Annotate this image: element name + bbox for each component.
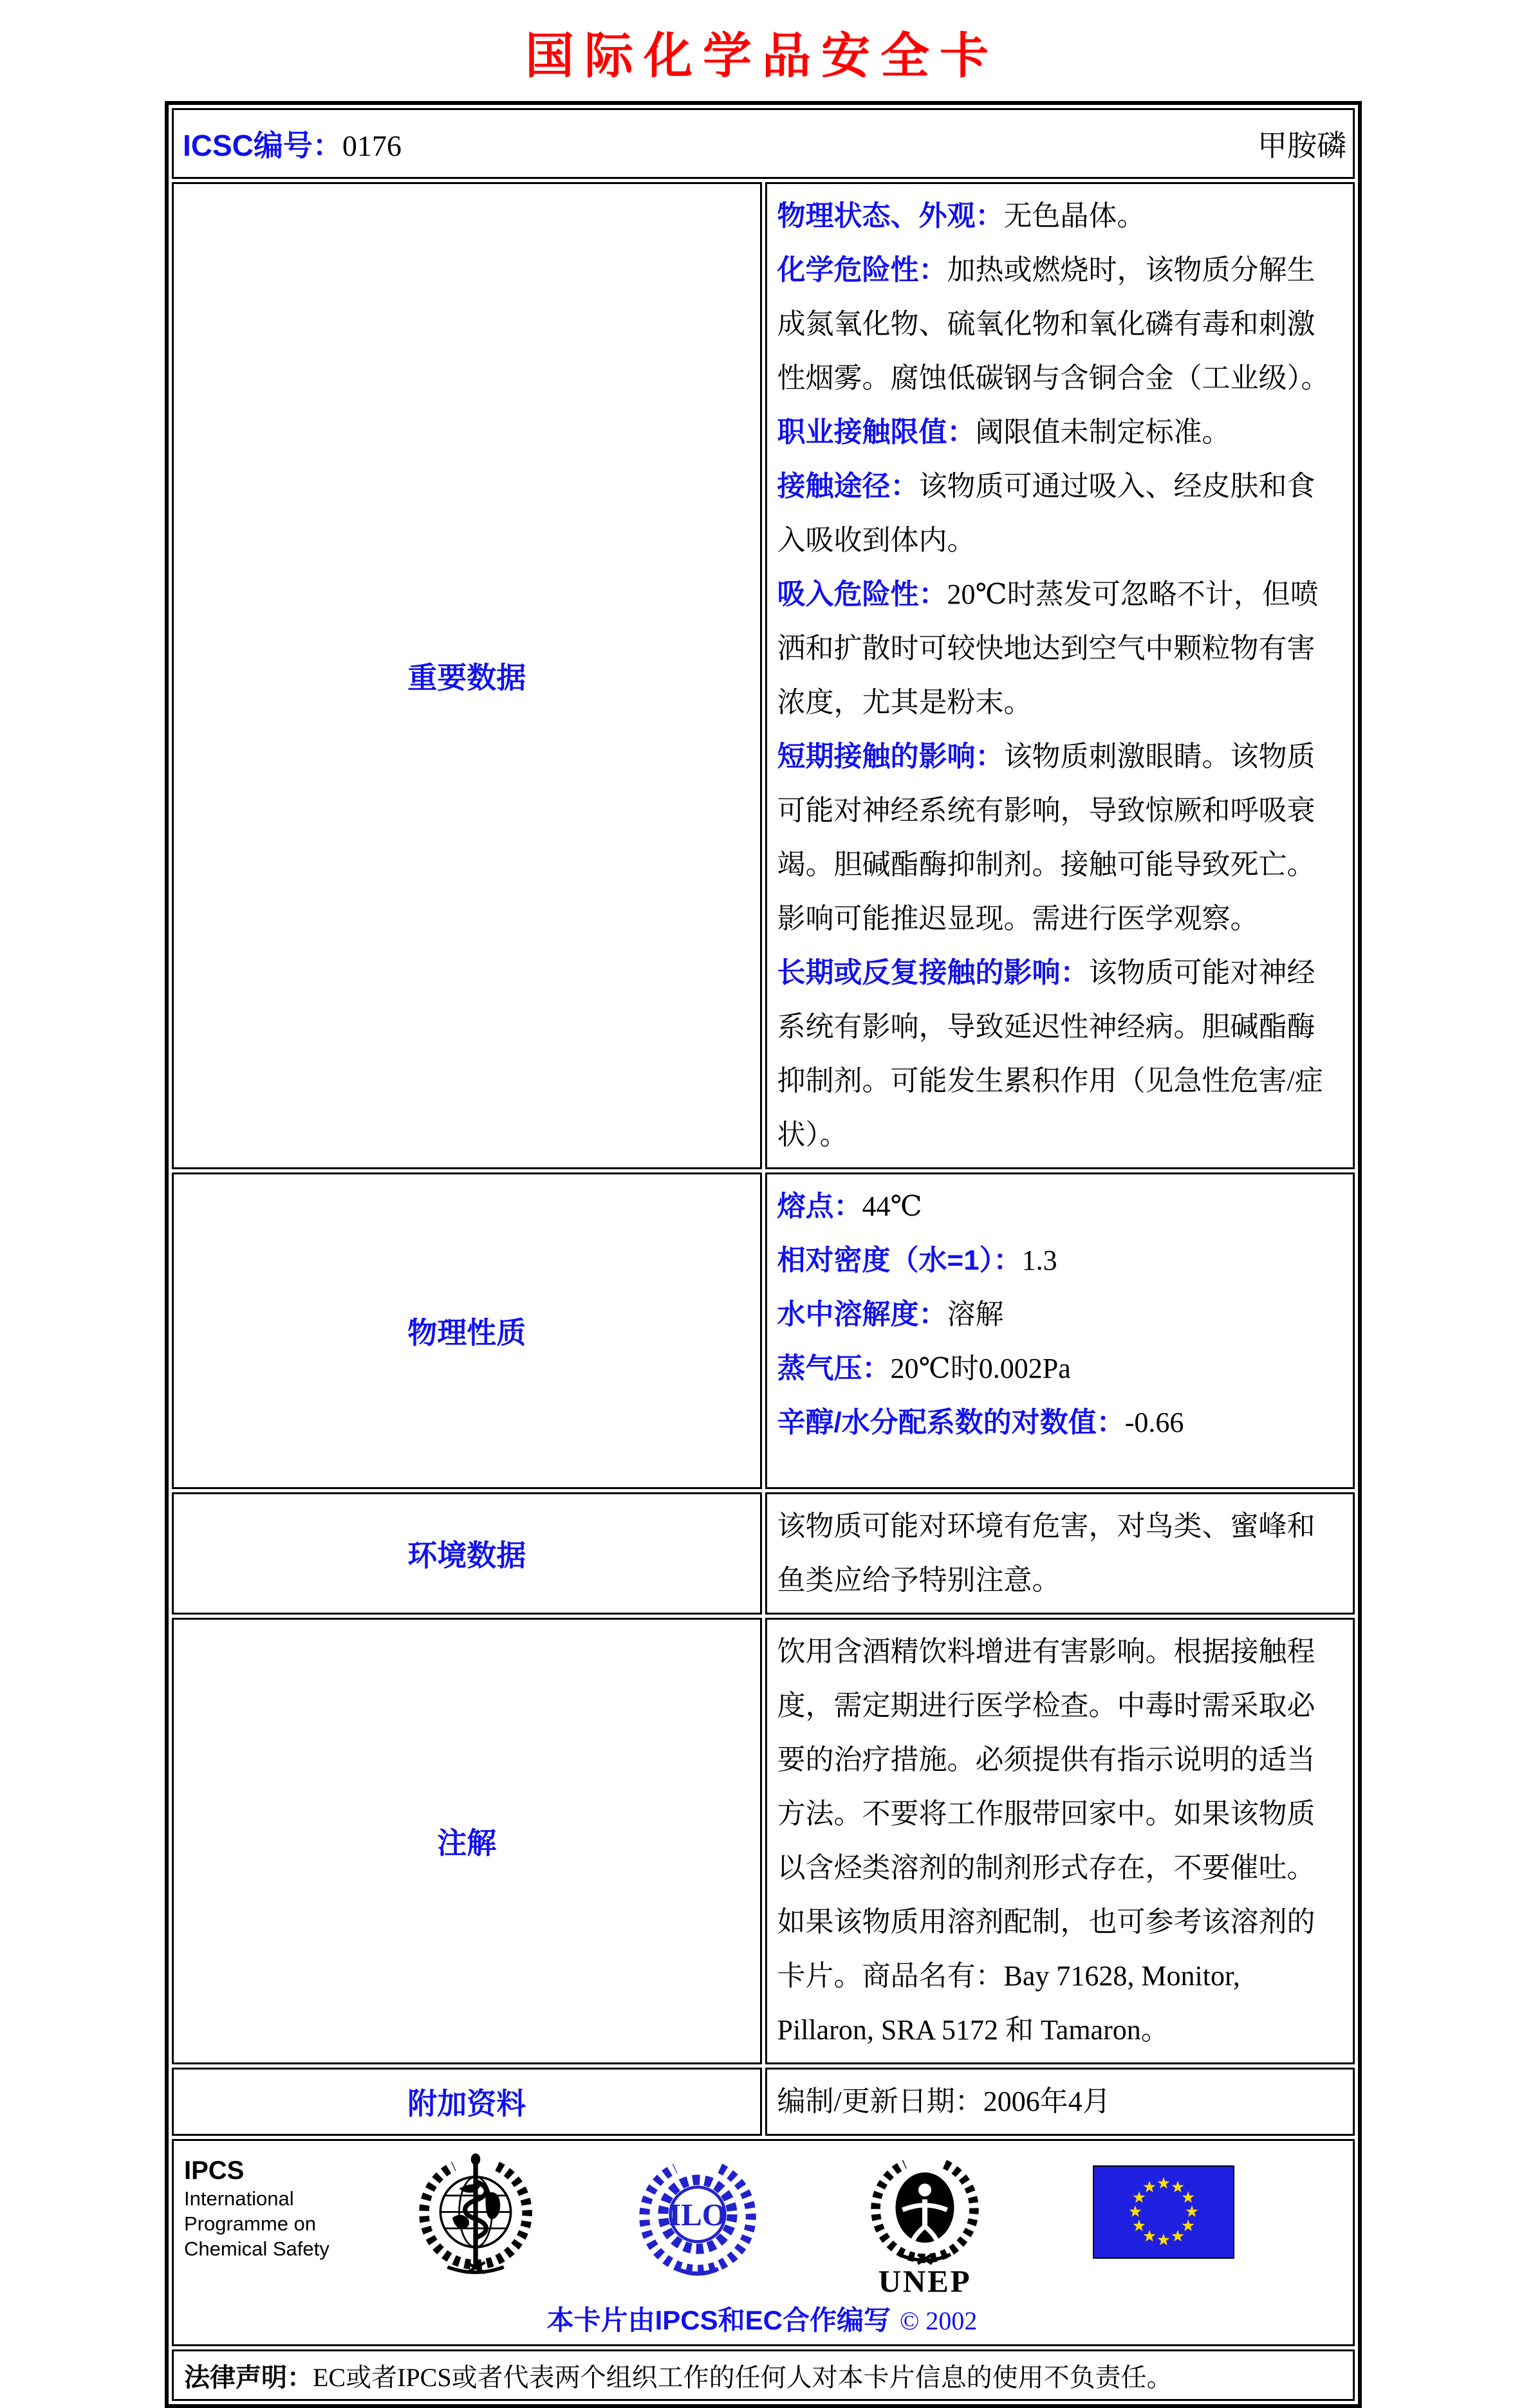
legal-label: 法律声明： — [184, 2363, 313, 2392]
physical-item: 蒸气压：20℃时0.002Pa — [777, 1353, 1071, 1384]
header-cell — [172, 108, 1355, 179]
physical-item: 辛醇/水分配系数的对数值：-0.66 — [777, 1407, 1184, 1438]
additional-info-row — [172, 2068, 1355, 2136]
important-item: 物理状态、外观：无色晶体。 — [777, 200, 1146, 232]
row-label-physical-properties: 物理性质 — [172, 1172, 762, 1489]
header-row — [172, 108, 1355, 179]
update-date-value: 2006年4月 — [983, 2086, 1111, 2117]
logos-cell — [172, 2139, 1355, 2346]
unep-logo-icon — [866, 2151, 983, 2297]
row-label-important-data: 重要数据 — [172, 182, 762, 1169]
notes-row — [172, 1618, 1355, 2064]
row-label-notes: 注解 — [172, 1618, 762, 2064]
ipcs-acronym: IPCS — [184, 2156, 245, 2185]
important-item: 短期接触的影响：该物质刺激眼睛。该物质可能对神经系统有影响，导致惊厥和呼吸衰竭。胆碱酯酶抑制剂。接触可能导致死亡。影响可能推迟显现。需进行医学观察。 — [777, 741, 1315, 934]
ipcs-text-block: IPCS International Programme on Chemical Safety — [184, 2150, 377, 2261]
notes-content: 饮用含酒精饮料增进有害影响。根据接触程度，需定期进行医学检查。中毒时需采取必要的治疗措施。必须提供有指示说明的适当方法。不要将工作服带回家中。如果该物质以含烃类溶剂的制剂形式存在，不要催吐。如果该物质用溶剂配制，也可参考该溶剂的卡片。商品名有：Bay 71628, Monitor, Pillaron, SRA 5172 和 Tamaron。 — [765, 1618, 1355, 2064]
environmental-data-content: 该物质可能对环境有危害，对鸟类、蜜峰和鱼类应给予特别注意。 — [765, 1492, 1355, 1615]
legal-row — [172, 2349, 1355, 2401]
physical-item: 水中溶解度：溶解 — [777, 1299, 1004, 1330]
ilo-logo-icon — [637, 2154, 758, 2277]
caption-year: © 2002 — [899, 2306, 978, 2335]
additional-info-content — [765, 2068, 1355, 2136]
page-title: 国际化学品安全卡 — [525, 30, 999, 84]
environmental-data-row — [172, 1492, 1355, 1615]
important-item: 职业接触限值：阈限值未制定标准。 — [777, 416, 1231, 448]
important-data-row — [172, 182, 1355, 1169]
icsc-card-table — [165, 101, 1362, 2408]
unep-wordmark: UNEP — [878, 2263, 972, 2297]
important-item: 吸入危险性：20℃时蒸发可忽略不计，但喷洒和扩散时可较快地达到空气中颗粒物有害浓度，尤其是粉末。 — [777, 579, 1319, 718]
physical-item: 相对密度（水=1）：1.3 — [777, 1245, 1057, 1276]
important-data-content — [765, 182, 1355, 1169]
chemical-name: 甲胺磷 — [1258, 129, 1346, 162]
row-label-additional-info: 附加资料 — [172, 2068, 762, 2136]
eu-flag-icon — [1093, 2165, 1234, 2259]
important-item: 接触途径：该物质可通过吸入、经皮肤和食入吸收到体内。 — [777, 470, 1315, 556]
logos-row — [172, 2139, 1355, 2346]
icsc-number-group — [183, 122, 402, 165]
physical-properties-content — [765, 1172, 1355, 1489]
important-item: 化学危险性：加热或燃烧时，该物质分解生成氮氧化物、硫氧化物和氧化磷有毒和刺激性烟雾。腐蚀低碳钢与含铜合金（工业级）。 — [777, 254, 1330, 394]
who-logo-icon — [417, 2151, 534, 2277]
caption-text: 本卡片由IPCS和EC合作编写 — [546, 2305, 891, 2335]
icsc-number-value: 0176 — [342, 129, 402, 162]
important-item: 长期或反复接触的影响：该物质可能对神经系统有影响，导致延迟性神经病。胆碱酯酶抑制剂。可能发生累积作用（见急性危害/症状）。 — [777, 957, 1323, 1151]
icsc-document-page — [0, 17, 1524, 2392]
row-label-environmental-data: 环境数据 — [172, 1492, 762, 1615]
icsc-number-label: ICSC编号： — [183, 129, 342, 162]
physical-properties-row — [172, 1172, 1355, 1489]
legal-text: EC或者IPCS或者代表两个组织工作的任何人对本卡片信息的使用不负责任。 — [313, 2362, 1173, 2392]
update-date-label: 编制/更新日期： — [777, 2086, 983, 2117]
ilo-monogram: ILO — [669, 2197, 727, 2233]
legal-cell — [172, 2349, 1355, 2401]
footer-caption — [184, 2299, 1340, 2338]
physical-item: 熔点：44℃ — [777, 1190, 922, 1222]
